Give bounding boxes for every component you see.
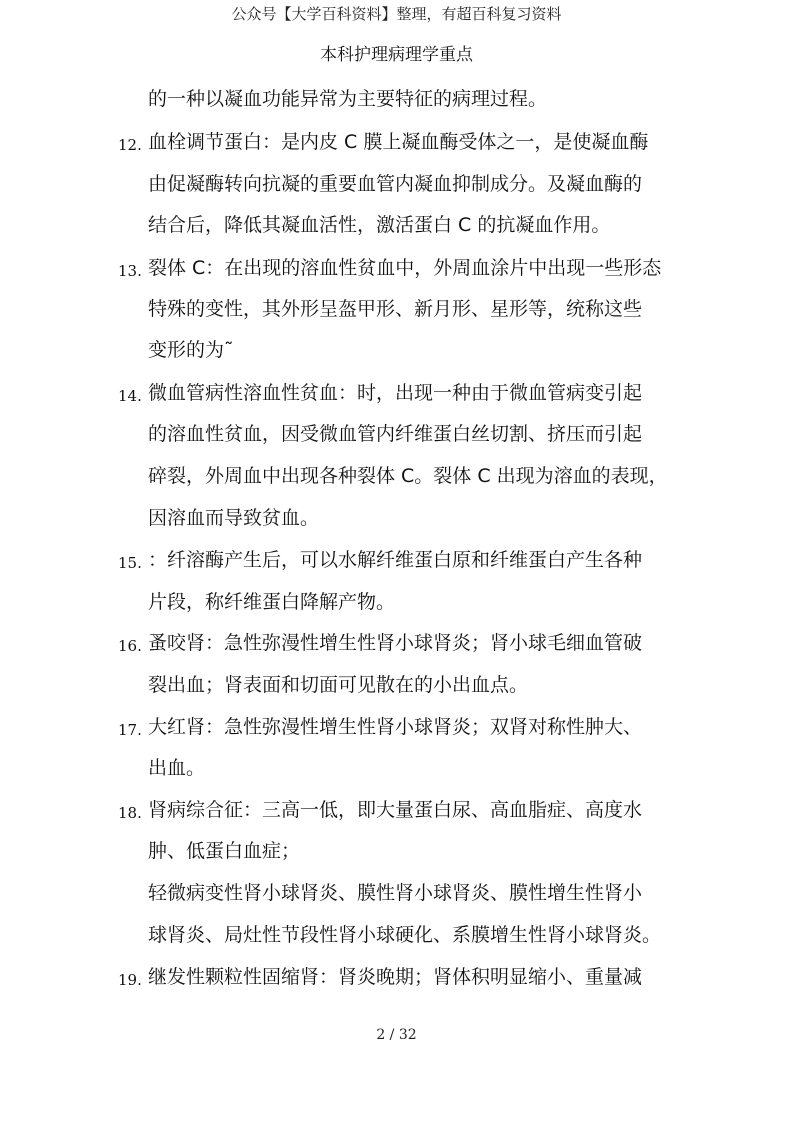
item-line: 球肾炎、局灶性节段性肾小球硬化、系膜增生性肾小球肾炎。: [148, 924, 662, 946]
item-line: 大红肾：急性弥漫性增生性肾小球肾炎；双肾对称性肿大、: [148, 716, 643, 738]
item-line: 裂体 C：在出现的溶血性贫血中，外周血涂片中出现一些形态: [148, 257, 662, 279]
item-line: 肾病综合征：三高一低，即大量蛋白尿、高血脂症、高度水: [148, 799, 643, 821]
item-number: 15.: [118, 554, 142, 572]
item-line: 肿、低蛋白血症；: [148, 840, 301, 862]
item-number: 12.: [118, 136, 142, 154]
item-line: 的溶血性贫血，因受微血管内纤维蛋白丝切割、挤压而引起: [148, 423, 643, 445]
item-line: 结合后，降低其凝血活性，激活蛋白 C 的抗凝血作用。: [148, 214, 611, 236]
item-line: 由促凝酶转向抗凝的重要血管内凝血抑制成分。及凝血酶的: [148, 173, 643, 195]
item-line: 血栓调节蛋白：是内皮 C 膜上凝血酶受体之一，是使凝血酶: [148, 131, 649, 153]
item-line: 变形的为˜: [148, 339, 234, 361]
item-line: 因溶血而导致贫血。: [148, 507, 320, 529]
item-line: 碎裂，外周血中出现各种裂体 C。裂体 C 出现为溶血的表现，: [148, 465, 668, 487]
item-line: ：纤溶酶产生后，可以水解纤维蛋白原和纤维蛋白产生各种: [148, 549, 643, 571]
continuation-line: 的一种以凝血功能异常为主要特征的病理过程。: [148, 88, 548, 110]
item-line: 轻微病变性肾小球肾炎、膜性肾小球肾炎、膜性增生性肾小: [148, 882, 643, 904]
item-line: 出血。: [148, 757, 206, 779]
item-number: 14.: [118, 387, 142, 405]
item-line: 片段，称纤维蛋白降解产物。: [148, 591, 396, 613]
item-number: 19.: [118, 971, 142, 989]
item-line: 蚤咬肾：急性弥漫性增生性肾小球肾炎；肾小球毛细血管破: [148, 632, 643, 654]
item-line: 继发性颗粒性固缩肾：肾炎晚期；肾体积明显缩小、重量减: [148, 966, 643, 988]
item-number: 13.: [118, 262, 142, 280]
document-title: 本科护理病理学重点: [320, 45, 473, 65]
item-number: 18.: [118, 804, 142, 822]
item-line: 微血管病性溶血性贫血：时，出现一种由于微血管病变引起: [148, 382, 643, 404]
item-number: 16.: [118, 637, 142, 655]
page-number: 2 / 32: [376, 1027, 417, 1043]
item-number: 17.: [118, 721, 142, 739]
item-line: 特殊的变性，其外形呈盔甲形、新月形、星形等，统称这些: [148, 298, 643, 320]
item-line: 裂出血；肾表面和切面可见散在的小出血点。: [148, 674, 529, 696]
watermark-header: 公众号【大学百科资料】整理，有超百科复习资料: [231, 5, 562, 23]
